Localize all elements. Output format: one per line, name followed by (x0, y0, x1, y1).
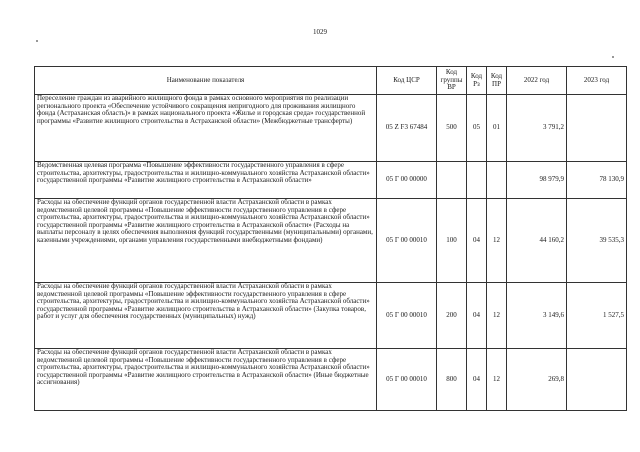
row-pr: 01 (487, 95, 507, 162)
table-header-row (35, 67, 627, 95)
table-row (35, 349, 627, 411)
row-2023: 78 130,9 (567, 162, 627, 199)
row-2023 (567, 95, 627, 162)
scan-speck (612, 56, 614, 58)
row-name: Ведомственная целевая программа «Повышение эффективности государственного управления в сфере строительства, архитектуры, градостроительства и жилищно-коммунального хозяйства Астраханской области» государственной программы «Развитие жилищного строительства в Астраханской области» (35, 162, 377, 199)
row-name: Расходы на обеспечение функций органов государственной власти Астраханской области в рамках ведомственной целевой программы «Повышение эффективности государственного управления в сфере строительства, архитектуры, градостроительства и жилищно-коммунального хозяйства Астраханской области» государственной программы «Развитие жилищного строительства в Астраханской области» (Иные бюджетные ассигнования) (35, 349, 377, 411)
row-vr: 500 (437, 95, 467, 162)
row-2023: 39 535,3 (567, 199, 627, 283)
row-2023: 1 527,5 (567, 283, 627, 349)
row-pr: 12 (487, 283, 507, 349)
row-vr: 800 (437, 349, 467, 411)
header-rz: Код Рз (467, 67, 487, 95)
row-csr: 05 Г 00 00010 (377, 283, 437, 349)
row-2023 (567, 349, 627, 411)
row-rz: 04 (467, 349, 487, 411)
row-pr: 12 (487, 199, 507, 283)
page-number: 1029 (313, 28, 327, 36)
row-vr (437, 162, 467, 199)
header-vr: Код группы ВР (437, 67, 467, 95)
row-2022: 3 791,2 (507, 95, 567, 162)
scan-speck (36, 40, 38, 42)
row-2022: 44 160,2 (507, 199, 567, 283)
header-2023: 2023 год (567, 67, 627, 95)
row-2022: 3 149,6 (507, 283, 567, 349)
row-name: Переселение граждан из аварийного жилищного фонда в рамках основного мероприятия по реализации регионального проекта «Обеспечение устойчивого сокращения непригодного для проживания жилищного фонда (Астраханская область)» в рамках национального проекта «Жилье и городская среда» государственной программы «Развитие жилищного строительства в Астраханской области» (Межбюджетные трансферты) (35, 95, 377, 162)
table-row (35, 95, 627, 162)
header-2022: 2022 год (507, 67, 567, 95)
header-pr: Код ПР (487, 67, 507, 95)
row-2022: 269,8 (507, 349, 567, 411)
table-row (35, 162, 627, 199)
row-csr: 05 Г 00 00010 (377, 349, 437, 411)
row-2022: 98 979,9 (507, 162, 567, 199)
table-row (35, 283, 627, 349)
row-pr (487, 162, 507, 199)
row-rz: 05 (467, 95, 487, 162)
row-csr: 05 Z F3 67484 (377, 95, 437, 162)
row-rz: 04 (467, 199, 487, 283)
row-vr: 100 (437, 199, 467, 283)
row-vr: 200 (437, 283, 467, 349)
header-name: Наименование показателя (35, 67, 377, 95)
row-pr: 12 (487, 349, 507, 411)
row-rz (467, 162, 487, 199)
row-csr: 05 Г 00 00010 (377, 199, 437, 283)
row-name: Расходы на обеспечение функций органов государственной власти Астраханской области в рамках ведомственной целевой программы «Повышение эффективности государственного управления в сфере строительства, архитектуры, градостроительства и жилищно-коммунального хозяйства Астраханской области» государственной программы «Развитие жилищного строительства в Астраханской области» (Расходы на выплаты персоналу в целях обеспечения выполнения функций государственными (муниципальными) органами, казенными учреждениями, органами управления государственными внебюджетными фондами) (35, 199, 377, 283)
header-csr: Код ЦСР (377, 67, 437, 95)
row-rz: 04 (467, 283, 487, 349)
budget-table (34, 66, 627, 411)
table-row (35, 199, 627, 283)
row-name: Расходы на обеспечение функций органов государственной власти Астраханской области в рамках ведомственной целевой программы «Повышение эффективности государственного управления в сфере строительства, архитектуры, градостроительства и жилищно-коммунального хозяйства Астраханской области» государственной программы «Развитие жилищного строительства в Астраханской области» (Закупка товаров, работ и услуг для обеспечения государственных (муниципальных) нужд) (35, 283, 377, 349)
row-csr: 05 Г 00 00000 (377, 162, 437, 199)
